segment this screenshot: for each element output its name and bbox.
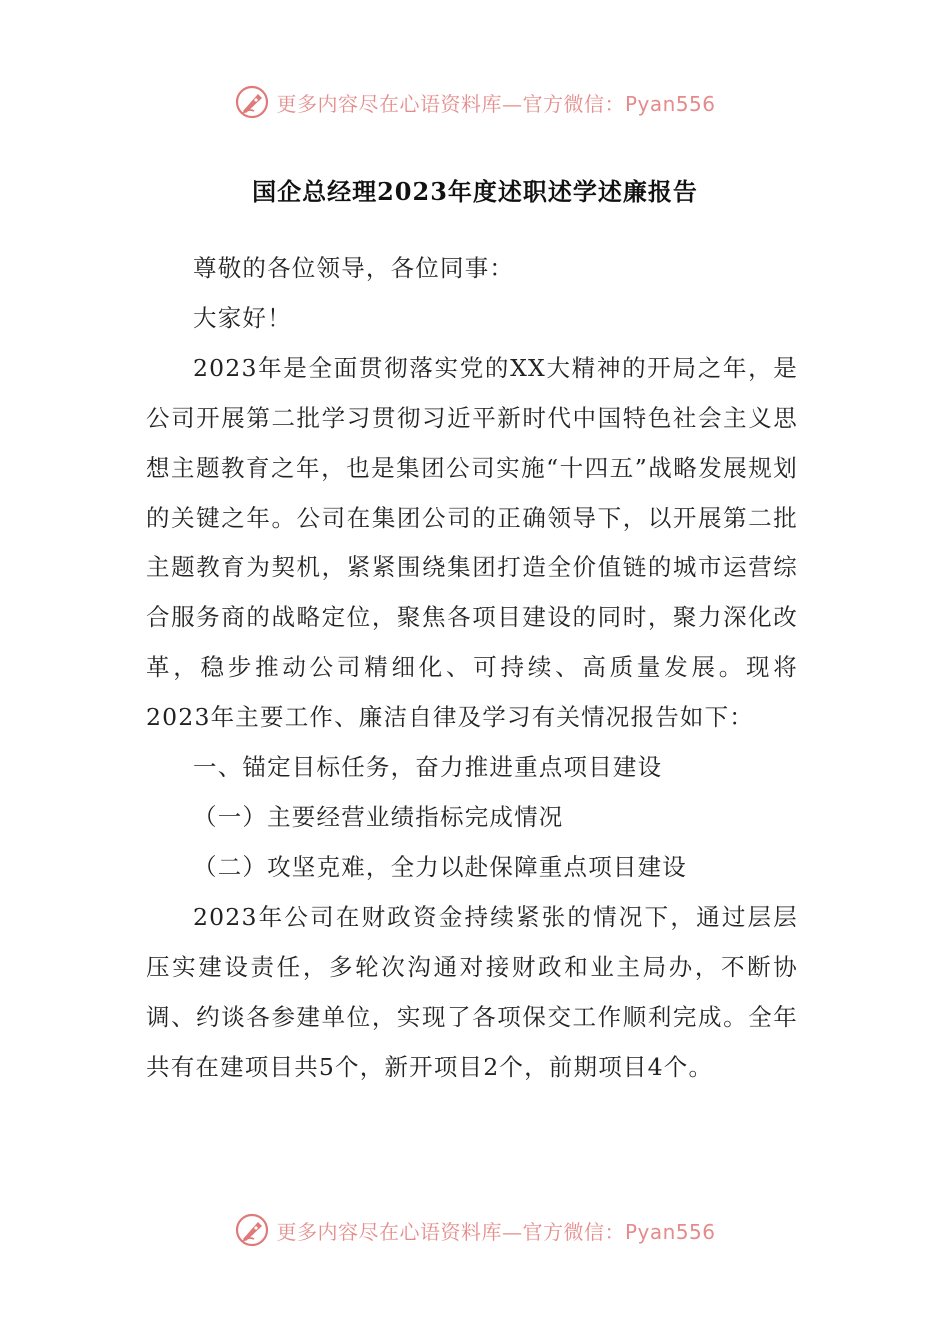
greeting-salutation: 尊敬的各位领导，各位同事： [193,254,515,282]
intro-paragraph: 2023年是全面贯彻落实党的XX大精神的开局之年，是公司开展第二批学习贯彻习近平新时代中国特色社会主义思想主题教育之年，也是集团公司实施“十四五”战略发展规划的关键之年。公司在集团公司的正确领导下，以开展第二批主题教育为契机，紧紧围绕集团打造全价值链的城市运营综合服务商的战略定位，聚焦各项目建设的同时，聚力深化改革，稳步推动公司精细化、可持续、高质量发展。现将2023年主要工作、廉洁自律及学习有关情况报告如下： [146,353,798,732]
greeting-hello: 大家好！ [193,303,292,332]
body-paragraph: 2023年公司在财政资金持续紧张的情况下，通过层层压实建设责任，多轮次沟通对接财政和业主局办，不断协调、约谈各参建单位，实现了各项保交工作顺利完成。全年共有在建项目共5个，新开项目2个，前期项目4个。 [146,902,798,1081]
header-watermark [0,82,950,122]
pen-nib-logo-icon [234,1212,270,1248]
pen-nib-logo-icon [234,84,270,120]
subsection-heading-2: （二）攻坚克难，全力以赴保障重点项目建设 [193,852,687,881]
subsection-heading-1: （一）主要经营业绩指标完成情况 [193,802,564,831]
footer-watermark [0,1210,950,1250]
watermark-text: 更多内容尽在心语资料库—官方微信：Pyan556 [276,91,716,116]
watermark-wechat-id: Pyan556 [624,1219,716,1244]
watermark-wechat-id: Pyan556 [624,91,716,116]
document-title: 国企总经理2023年度述职述学述廉报告 [252,177,698,206]
document-body [146,244,798,1092]
watermark-text: 更多内容尽在心语资料库—官方微信：Pyan556 [276,1219,716,1244]
section-heading-1: 一、锚定目标任务，奋力推进重点项目建设 [193,753,663,782]
